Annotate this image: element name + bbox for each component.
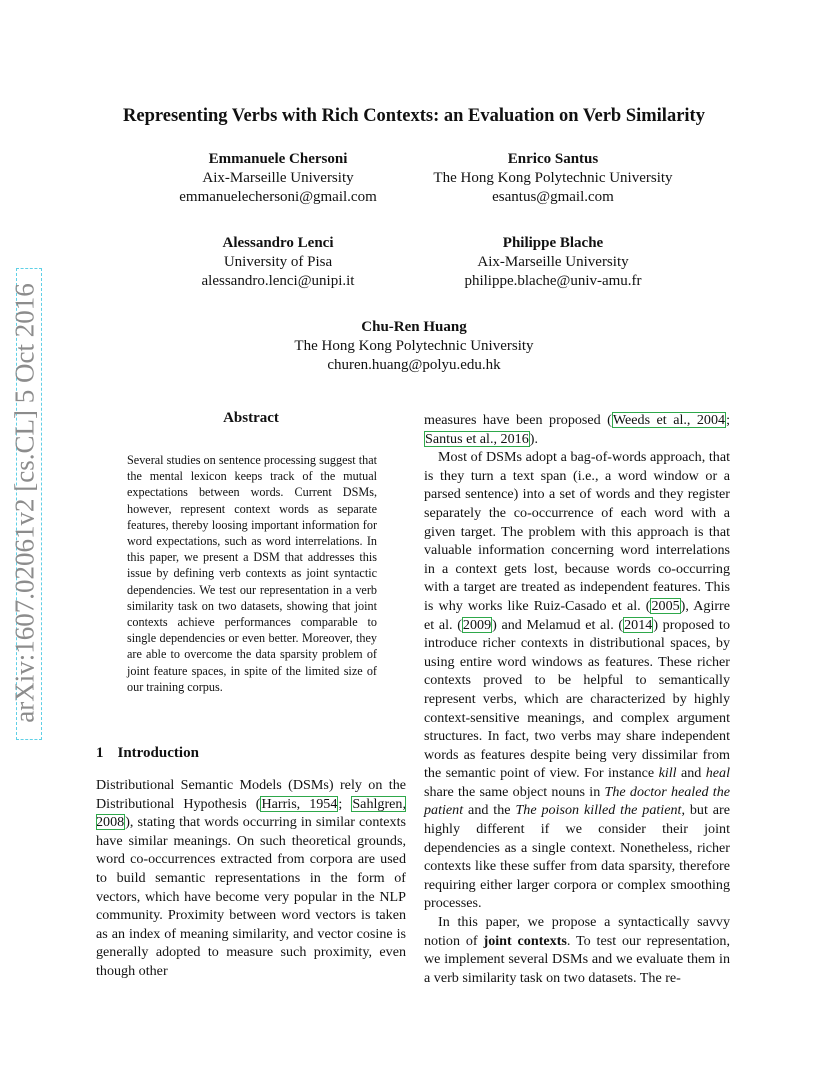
author-block-2 <box>408 150 698 207</box>
citation-link[interactable]: 2005 <box>651 597 680 614</box>
section-heading <box>96 745 199 762</box>
citation-link[interactable]: 2014 <box>624 616 653 633</box>
paragraph <box>424 913 730 987</box>
author-affiliation: Aix-Marseille University <box>477 254 629 270</box>
text-span: Distributional Semantic Models (DSMs) rely on the Distributional Hypothesis ( <box>96 777 406 812</box>
author-name: Enrico Santus <box>507 151 599 167</box>
text-span: In this paper, we propose a syntactically savvy notion of <box>424 914 730 949</box>
text-span: ; <box>338 795 352 812</box>
author-affiliation: Aix-Marseille University <box>202 170 354 186</box>
abstract-heading: Abstract <box>223 410 279 426</box>
author-email: esantus@gmail.com <box>492 189 614 205</box>
author-email: churen.huang@polyu.edu.hk <box>327 357 501 373</box>
text-span: , but are highly different if we consider their joint dependencies as a single context. Nonetheless, richer contexts like these suffer from data sparsity, therefore requiring either larger corpora or complex smoothing processes. <box>424 802 730 912</box>
author-affiliation: The Hong Kong Polytechnic University <box>433 170 673 186</box>
author-block-5 <box>264 318 564 375</box>
text-span: measures have been proposed ( <box>424 412 612 428</box>
italic-term: kill <box>658 765 677 782</box>
bold-term: joint contexts <box>483 932 567 949</box>
right-column <box>424 411 730 987</box>
text-span: ) and Melamud et al. ( <box>492 616 624 633</box>
author-block-3 <box>148 234 408 291</box>
author-affiliation: University of Pisa <box>223 254 333 270</box>
citation-link[interactable]: Harris, 1954 <box>261 795 338 812</box>
arxiv-identifier: arXiv:1607.02061v2 [cs.CL] 5 Oct 2016 <box>9 283 40 723</box>
citation-link[interactable]: 2009 <box>462 616 492 633</box>
text-span: ), Agirre et al. ( <box>424 597 730 633</box>
author-name: Chu-Ren Huang <box>361 319 467 335</box>
author-name: Alessandro Lenci <box>222 235 334 251</box>
text-span: ), stating that words occurring in similar contexts have similar meanings. On such theoretical grounds, word co-occurrences extracted from corpora are used to build semantic representations in the form of vectors, which have become very popular in the NLP community. Proximity between word vectors is taken as an index of meaning similarity, and vector cosine is generally adopted to measure such proximity, even though other <box>96 814 406 979</box>
italic-term: heal <box>705 765 730 782</box>
citation-link[interactable]: Weeds et al., 2004 <box>612 412 726 428</box>
text-span: and the <box>463 802 516 819</box>
text-span: and <box>676 765 706 782</box>
text-span: ; <box>726 412 730 428</box>
intro-paragraph-left <box>96 776 406 981</box>
author-affiliation: The Hong Kong Polytechnic University <box>294 338 534 354</box>
author-name: Philippe Blache <box>502 235 604 251</box>
section-number: 1 <box>96 745 104 761</box>
text-span: Most of DSMs adopt a bag-of-words approach, that is they turn a text span (i.e., a word window or a parsed sentence) into a set of words and they register separately the co-occurrence of each word with a given target. The problem with this approach is that valuable information concerning word interrelations in a context gets lost, because words co-occurring with a target are treated as independent features. This is why works like Ruiz-Casado et al. ( <box>424 449 730 614</box>
text-span: . To test our representation, we implement several DSMs and we evaluate them in a verb similarity task on two datasets. The re- <box>424 932 730 986</box>
author-block-1 <box>148 150 408 207</box>
italic-example: The poison killed the patient <box>515 802 682 819</box>
text-span: share the same object nouns in <box>424 783 605 800</box>
paragraph <box>424 411 730 448</box>
abstract-text: Several studies on sentence processing suggest that the mental lexicon keeps track of the mutual expectations between words. Current DSMs, however, represent context words as separate features, thereby loosing important information for word expectations, such as word interrelations. In this paper, we present a DSM that addresses this issue by defining verb contexts as joint syntactic dependencies. We test our representation in a verb similarity task on two datasets, showing that joint contexts achieve performances comparable to single dependencies or even better. Moreover, they are able to overcome the data sparsity problem of joint feature spaces, in spite of the limited size of our training corpus. <box>127 453 377 694</box>
italic-example: The doctor healed the patient <box>424 783 731 819</box>
author-email: alessandro.lenci@unipi.it <box>201 273 355 289</box>
paragraph <box>424 448 730 913</box>
author-email: philippe.blache@univ-amu.fr <box>464 273 642 289</box>
text-span: ). <box>529 430 538 447</box>
paper-title: Representing Verbs with Rich Contexts: an Evaluation on Verb Similarity <box>123 106 705 126</box>
author-email: emmanuelechersoni@gmail.com <box>179 189 377 205</box>
arxiv-sidebar[interactable] <box>2 268 48 738</box>
citation-link[interactable]: Sahlgren, 2008 <box>96 795 406 831</box>
section-title: Introduction <box>117 745 199 761</box>
citation-link[interactable]: Santus et al., 2016 <box>425 430 529 447</box>
author-name: Emmanuele Chersoni <box>208 151 348 167</box>
text-span: ) proposed to introduce richer contexts in distributional spaces, by using entire word windows as features. These richer contexts proved to be helpful to semantically represent verbs, which are characterized by highly context-sensitive meanings, and complex argument structures. In fact, two verbs may share independent words as features despite being very dissimilar from the semantic point of view. For instance <box>424 616 730 782</box>
author-block-4 <box>408 234 698 291</box>
